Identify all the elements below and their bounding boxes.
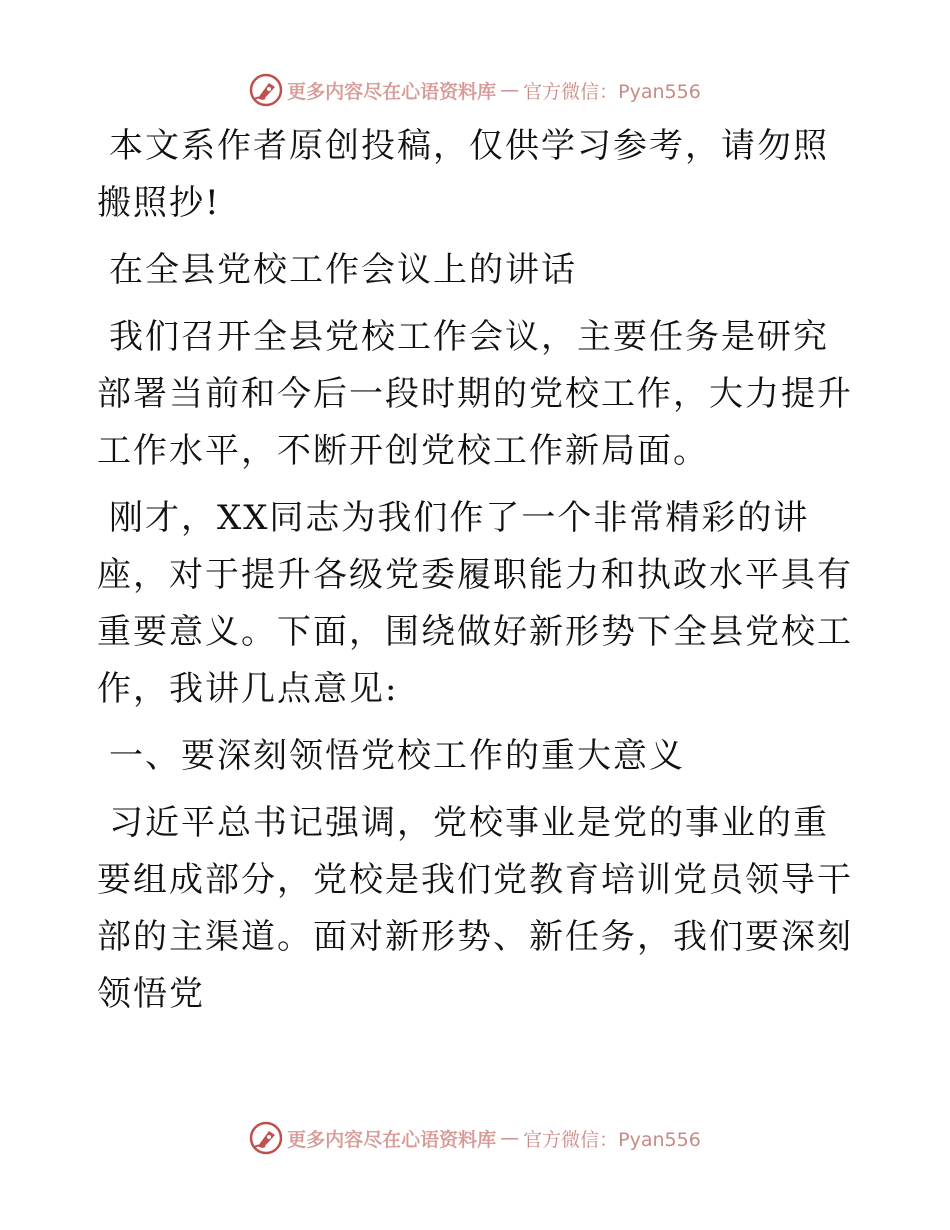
brand-banner xyxy=(249,73,701,107)
page-footer-watermark xyxy=(0,1118,950,1158)
pen-nib-circle-logo-icon xyxy=(249,1121,283,1155)
body-paragraph: 我们召开全县党校工作会议，主要任务是研究部署当前和今后一段时期的党校工作，大力提升工作水平，不断开创党校工作新局面。 xyxy=(97,317,853,471)
page-header-watermark xyxy=(0,70,950,110)
document-body xyxy=(97,118,853,1033)
disclaimer-paragraph: 本文系作者原创投稿，仅供学习参考，请勿照搬照抄! xyxy=(97,126,829,223)
brand-banner xyxy=(249,1121,701,1155)
body-paragraph: 习近平总书记强调，党校事业是党的事业的重要组成部分，党校是我们党教育培训党员领导干部的主渠道。面对新形势、新任务，我们要深刻领悟党 xyxy=(97,803,853,1014)
pen-nib-circle-logo-icon xyxy=(249,73,283,107)
brand-contact: 官方微信：Pyan556 xyxy=(523,1128,701,1151)
brand-name: 更多内容尽在心语资料库 xyxy=(287,1128,497,1151)
brand-contact: 官方微信：Pyan556 xyxy=(523,80,701,103)
brand-separator: — xyxy=(500,79,520,101)
body-paragraph: 刚才，XX同志为我们作了一个非常精彩的讲座，对于提升各级党委履职能力和执政水平具有重要意义。下面，围绕做好新形势下全县党校工作，我讲几点意见: xyxy=(97,498,853,709)
section-heading: 一、要深刻领悟党校工作的重大意义 xyxy=(109,736,685,776)
brand-name: 更多内容尽在心语资料库 xyxy=(287,80,497,103)
brand-separator: — xyxy=(500,1127,520,1149)
document-title: 在全县党校工作会议上的讲话 xyxy=(109,250,577,290)
